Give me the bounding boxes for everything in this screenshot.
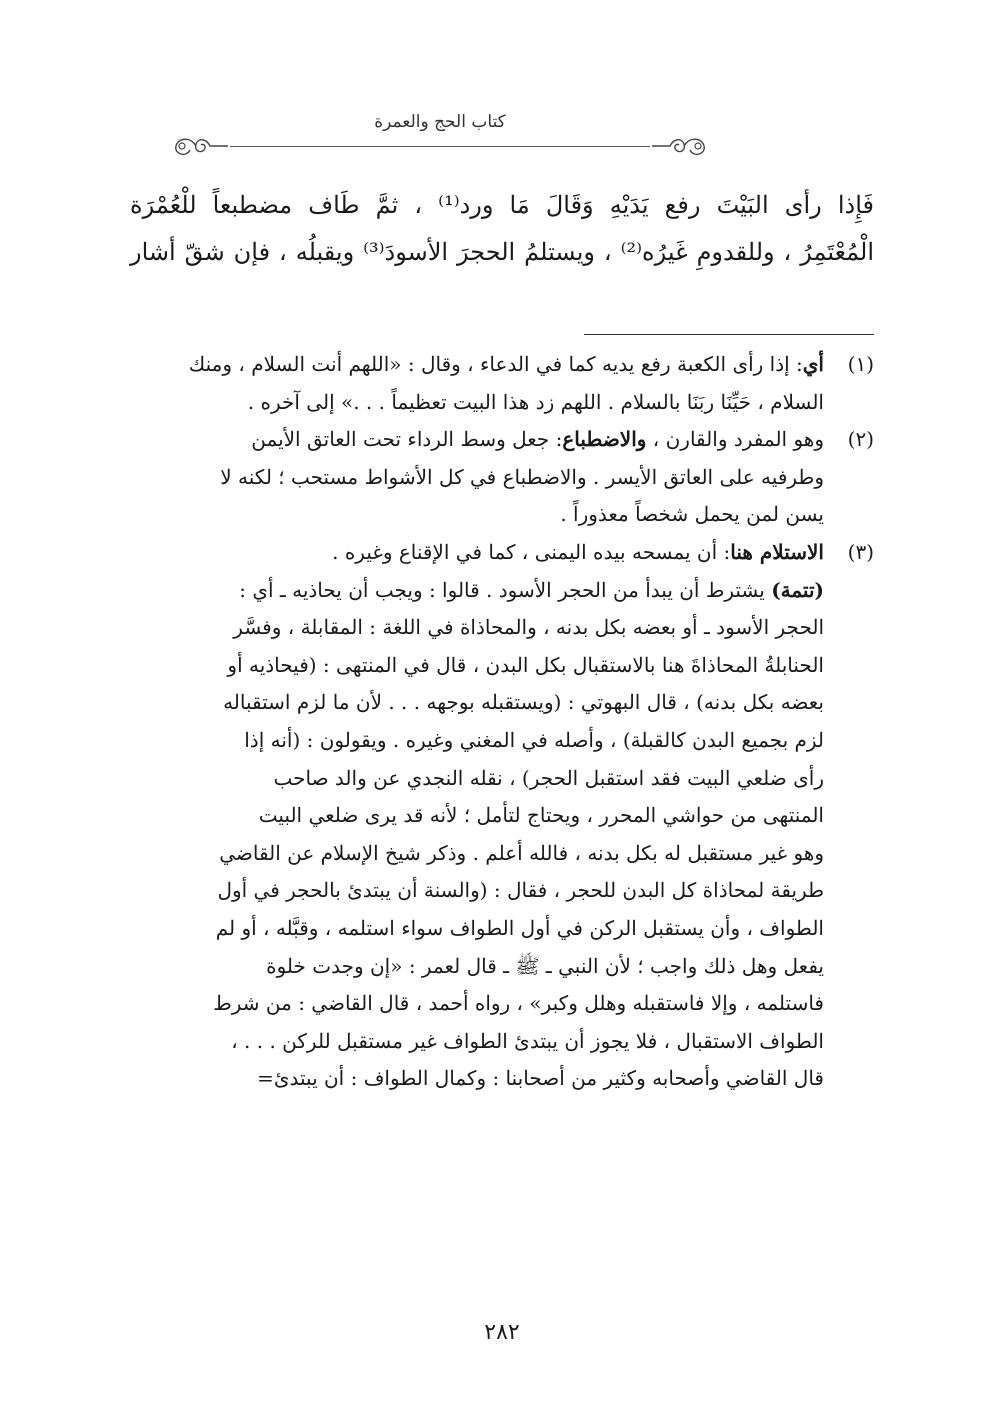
page-number: ٢٨٢ bbox=[484, 1320, 520, 1345]
footnote-line: يسن لمن يحمل شخصاً معذوراً . bbox=[560, 502, 824, 527]
footnote-line: الطواف الاستقبال ، فلا يجوز أن يبتدئ الطواف غير مستقبل للركن . . . ، bbox=[231, 1028, 824, 1053]
footnote-line: الحنابلةُ المحاذاةَ هنا بالاستقبال بكل البدن ، قال في المنتهى : (فيحاذيه أو bbox=[227, 652, 824, 677]
footnote-line: المنتهى من حواشي المحرر ، ويحتاج لتأمل ؛ لأنه قد يرى ضلعي البيت bbox=[258, 803, 824, 828]
footnote-lead: أي bbox=[802, 352, 824, 376]
footnote-line: أي: إذا رأى الكعبة رفع يديه كما في الدعاء ، وقال : «اللهم أنت السلام ، ومنك bbox=[188, 352, 824, 376]
footnote-line: (تتمة) يشترط أن يبدأ من الحجر الأسود . قالوا : ويجب أن يحاذيه ـ أي : bbox=[239, 577, 824, 602]
footnote-line: الحجر الأسود ـ أو بعضه بكل بدنه ، والمحاذاة في اللغة : المقابلة ، وفسَّر bbox=[233, 615, 824, 640]
main-text bbox=[130, 182, 874, 276]
footnote-line: طريقة لمحاذاة كل البدن للحجر ، فقال : (والسنة أن يبتدئ بالحجر في أول bbox=[217, 878, 824, 903]
footnote-lead: الاستلام هنا bbox=[730, 539, 824, 564]
footnote-line: وهو غير مستقبل له بكل بدنه ، فالله أعلم . وذكر شيخ الإسلام عن القاضي bbox=[219, 840, 824, 865]
ornament-left-icon bbox=[170, 134, 230, 160]
footnote-rule bbox=[584, 334, 874, 335]
main-line-1: فَإِذا رأى البَيْتَ رفع يَدَيْهِ وَقَالَ مَا ورد⁽¹⁾ ، ثمَّ طَاف مضطبعاً للْعُمْرَة bbox=[130, 191, 874, 219]
tatimma-label: (تتمة) bbox=[771, 577, 824, 602]
header-rule bbox=[230, 146, 650, 147]
footnote-line: فاستلمه ، وإلا فاستقبله وهلل وكبر» ، رواه أحمد ، قال القاضي : من شرط bbox=[213, 991, 824, 1016]
footnote-number: (١) bbox=[847, 352, 874, 376]
footnote-line: وطرفيه على العاتق الأيسر . والاضطباع في كل الأشواط مستحب ؛ لكنه لا bbox=[220, 464, 824, 489]
header-title: كتاب الحج والعمرة bbox=[374, 112, 506, 132]
footnote-line: يفعل وهل ذلك واجب ؛ لأن النبي ـ ﷺ ـ قال لعمر : «إن وجدت خلوة bbox=[266, 953, 824, 978]
footnote-line: الطواف ، وأن يستقبل الركن في أول الطواف سواء استلمه ، وقبَّله ، أو لم bbox=[215, 915, 824, 940]
footnote-line: قال القاضي وأصحابه وكثير من أصحابنا : وكمال الطواف : أن يبتدئ= bbox=[257, 1066, 824, 1091]
footnotes bbox=[130, 346, 874, 1098]
footnote-1 bbox=[130, 346, 874, 421]
footnote-line: وهو المفرد والقارن ، والاضطباع: جعل وسط الرداء تحت العاتق الأيمن bbox=[251, 427, 824, 452]
footnote-2 bbox=[130, 421, 874, 534]
footnote-number: (٣) bbox=[847, 539, 874, 564]
footnote-line: الاستلام هنا: أن يمسحه بيده اليمنى ، كما في الإقناع وغيره . bbox=[332, 539, 824, 564]
footnote-number: (٢) bbox=[847, 427, 874, 452]
main-line-2: الْمُعْتَمِرُ ، وللقدومِ غَيرُه⁽²⁾ ، ويستلمُ الحجرَ الأسودَ⁽³⁾ ويقبلُه ، فإن شقّ أشار bbox=[130, 238, 875, 266]
footnote-line: السلام ، حَيِّنَا ربَنَا بالسلام . اللهم زد هذا البيت تعظيماً . . .» إلى آخره . bbox=[247, 389, 824, 414]
footnote-lead: والاضطباع bbox=[562, 427, 647, 452]
footnote-line: بعضه بكل بدنه) ، قال البهوتي : (ويستقبله بوجهه . . . لأن ما لزم استقباله bbox=[223, 690, 824, 715]
page-header bbox=[170, 112, 710, 162]
footnote-3 bbox=[130, 534, 874, 1098]
footnote-line: رأى ضلعي البيت فقد استقبل الحجر) ، نقله النجدي عن والد صاحب bbox=[273, 765, 824, 790]
ornament-right-icon bbox=[650, 134, 710, 160]
footnote-line: لزم بجميع البدن كالقبلة) ، وأصله في المغني وغيره . ويقولون : (أنه إذا bbox=[244, 727, 824, 752]
